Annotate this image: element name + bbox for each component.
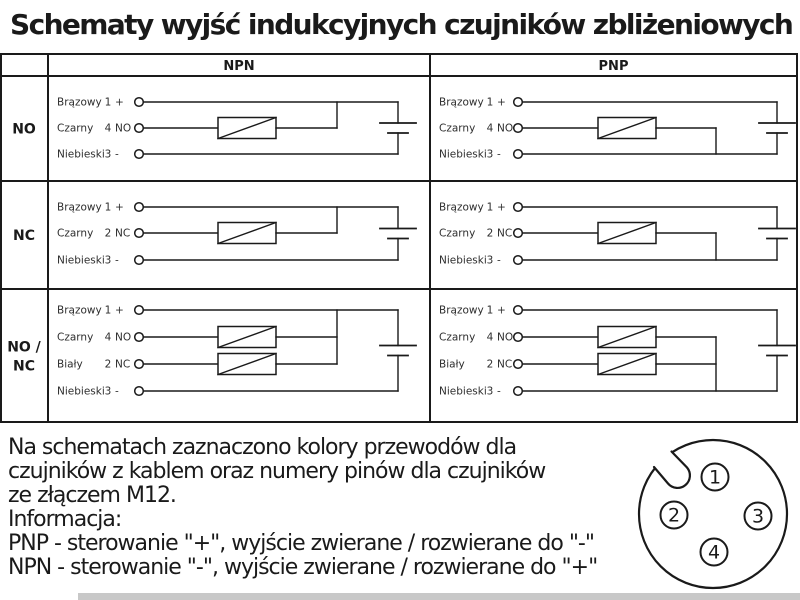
wire-name-label: Brązowy	[57, 304, 102, 317]
wire-pin-label: 2	[104, 227, 112, 240]
terminal-circle	[135, 124, 144, 133]
wire-func-label: NO	[497, 331, 514, 344]
terminal-circle	[514, 333, 523, 342]
wire-pin-label: 2	[104, 358, 112, 371]
terminal-circle	[514, 150, 523, 159]
row-header-label: NC	[13, 358, 35, 375]
wire-pin-label: 3	[486, 254, 494, 267]
note-line-2: czujników z kablem oraz numery pinów dla czujników	[8, 459, 546, 484]
wire-pin-label: 2	[486, 358, 494, 371]
wire-name-label: Niebieski	[439, 385, 487, 398]
wire-name-label: Niebieski	[57, 385, 105, 398]
wire-func-label: +	[115, 304, 124, 317]
wire-pin-label: 1	[486, 201, 494, 214]
column-header-npn: NPN	[223, 59, 255, 74]
battery-icon	[759, 102, 795, 154]
circuit-cell-npn-2	[57, 305, 416, 398]
wire-pin-label: 3	[486, 148, 494, 161]
wire-func-label: -	[497, 254, 501, 267]
wire-pin-label: 2	[486, 227, 494, 240]
wire-func-label: NO	[497, 122, 514, 135]
terminal-circle	[135, 229, 144, 238]
wire-pin-label: 4	[486, 122, 494, 135]
wire-name-label: Brązowy	[439, 96, 484, 109]
wire-name-label: Czarny	[57, 227, 94, 240]
wire-name-label: Brązowy	[439, 201, 484, 214]
wire-pin-label: 1	[104, 201, 112, 214]
wire-func-label: NC	[497, 227, 513, 240]
terminal-circle	[135, 333, 144, 342]
terminal-circle	[514, 229, 523, 238]
terminal-circle	[135, 98, 144, 107]
terminal-circle	[135, 306, 144, 315]
row-header-label: NC	[13, 228, 35, 244]
wire-name-label: Niebieski	[57, 254, 105, 267]
wire-name-label: Brązowy	[439, 304, 484, 317]
wire-func-label: NO	[115, 122, 132, 135]
terminal-circle	[514, 98, 523, 107]
wire-name-label: Czarny	[439, 227, 476, 240]
wire-pin-label: 3	[486, 385, 494, 398]
wire-name-label: Niebieski	[57, 148, 105, 161]
wire-func-label: -	[115, 385, 119, 398]
wire-pin-label: 3	[104, 148, 112, 161]
pin-number-label: 3	[751, 505, 765, 528]
wire-pin-label: 4	[104, 122, 112, 135]
note-line-4: Informacja:	[8, 507, 122, 532]
note-line-5: PNP - sterowanie "+", wyjście zwierane / rozwierane do "-"	[8, 531, 594, 556]
row-header-label: NO	[12, 121, 36, 138]
terminal-circle	[514, 360, 523, 369]
connector-pin-4	[701, 539, 728, 566]
column-header-pnp: PNP	[598, 59, 629, 74]
terminal-circle	[514, 387, 523, 396]
wire-func-label: -	[497, 385, 501, 398]
terminal-circle	[135, 256, 144, 265]
circuit-cell-pnp-1	[439, 202, 795, 267]
circuit-cell-npn-0	[57, 97, 416, 161]
wire-func-label: +	[497, 201, 506, 214]
wire-func-label: -	[497, 148, 501, 161]
wire-pin-label: 3	[104, 385, 112, 398]
wire-pin-label: 1	[486, 304, 494, 317]
wire-pin-label: 1	[486, 96, 494, 109]
wire-func-label: NC	[115, 358, 131, 371]
wire-func-label: -	[115, 148, 119, 161]
circuit-cell-pnp-0	[439, 97, 795, 161]
wire-func-label: NC	[115, 227, 131, 240]
wire-pin-label: 1	[104, 304, 112, 317]
terminal-circle	[135, 360, 144, 369]
wire-name-label: Brązowy	[57, 201, 102, 214]
terminal-circle	[514, 306, 523, 315]
wire-name-label: Biały	[57, 358, 83, 371]
circuit-cell-pnp-2	[439, 305, 795, 398]
wire-func-label: +	[497, 96, 506, 109]
wire-func-label: +	[115, 96, 124, 109]
bottom-scrollbar	[78, 593, 800, 600]
wire-name-label: Czarny	[57, 122, 94, 135]
pin-number-label: 2	[667, 504, 681, 527]
terminal-circle	[135, 387, 144, 396]
wire-func-label: +	[115, 201, 124, 214]
row-header-label: NO /	[7, 339, 41, 356]
terminal-circle	[514, 124, 523, 133]
wire-name-label: Niebieski	[439, 148, 487, 161]
page-title: Schematy wyjść indukcyjnych czujników zbliżeniowych	[10, 8, 793, 41]
pin-number-label: 4	[707, 541, 721, 564]
wire-pin-label: 4	[104, 331, 112, 344]
wire-func-label: -	[115, 254, 119, 267]
wire-name-label: Czarny	[57, 331, 94, 344]
m12-connector	[639, 440, 787, 588]
battery-icon	[380, 207, 416, 260]
battery-icon	[380, 310, 416, 391]
note-line-1: Na schematach zaznaczono kolory przewodów dla	[8, 435, 517, 460]
battery-icon	[759, 207, 795, 260]
wire-name-label: Czarny	[439, 331, 476, 344]
connector-pin-3	[745, 503, 772, 530]
wire-name-label: Niebieski	[439, 254, 487, 267]
note-text	[8, 436, 597, 580]
wire-func-label: NO	[115, 331, 132, 344]
circuit-cell-npn-1	[57, 202, 416, 267]
note-line-6: NPN - sterowanie "-", wyjście zwierane / rozwierane do "+"	[8, 555, 598, 580]
battery-icon	[380, 102, 416, 154]
battery-icon	[759, 310, 795, 391]
connector-pin-2	[661, 502, 688, 529]
wire-name-label: Czarny	[439, 122, 476, 135]
wire-func-label: NC	[497, 358, 513, 371]
pin-number-label: 1	[708, 466, 722, 489]
wire-name-label: Brązowy	[57, 96, 102, 109]
note-line-3: ze złączem M12.	[8, 483, 176, 508]
terminal-circle	[514, 256, 523, 265]
wire-func-label: +	[497, 304, 506, 317]
terminal-circle	[135, 150, 144, 159]
connector-pin-1	[702, 464, 729, 491]
wire-pin-label: 1	[104, 96, 112, 109]
terminal-circle	[135, 203, 144, 212]
wire-pin-label: 3	[104, 254, 112, 267]
wire-name-label: Biały	[439, 358, 465, 371]
wire-pin-label: 4	[486, 331, 494, 344]
terminal-circle	[514, 203, 523, 212]
